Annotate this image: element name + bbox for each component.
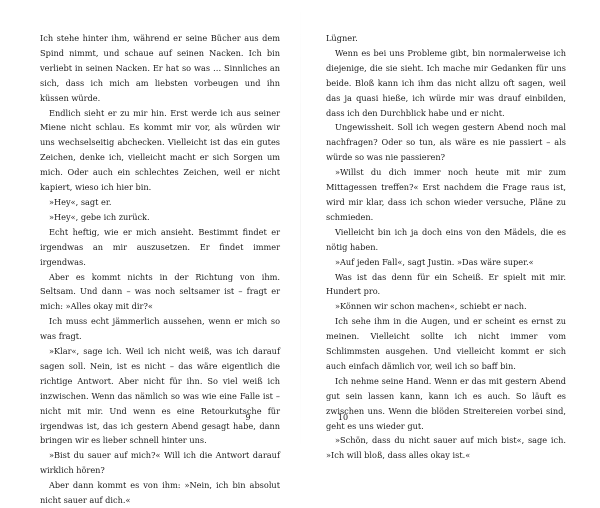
paragraph: »Hey«, gebe ich zurück. [49, 211, 150, 222]
paragraph: Wenn es bei uns Probleme gibt, bin normalerweise ich diejenige, die sie sieht. Ich mache mir Gedanken für uns beide. Bloß kann ich ihm das nicht allzu oft sagen, weil das ja quasi hieße, ich würde mir was drauf einbilden, dass ich den Durchblick habe und er nicht. [326, 47, 566, 118]
page-number-left: 9 [245, 413, 251, 422]
paragraph: »Bist du sauer auf mich?« Will ich die Antwort darauf wirklich hören? [40, 450, 280, 476]
paragraph: »Hey«, sagt er. [49, 196, 112, 207]
right-page-text [326, 31, 566, 463]
page-number-right: 10 [337, 413, 349, 422]
paragraph: »Willst du dich immer noch heute mit mir zum Mittagessen treffen?« Erst nachdem die Frage raus ist, wird mir klar, dass ich schon wieder versuche, Pläne zu schmieden. [326, 167, 566, 222]
paragraph: »Schön, dass du nicht sauer auf mich bist«, sage ich. »Ich will bloß, dass alles okay ist.« [326, 435, 566, 461]
paragraph: Ich nehme seine Hand. Wenn er das mit gestern Abend gut sein lassen kann, kann ich es auch. So läuft es zwischen uns. Wenn die blöden Streitereien vorbei sind, geht es uns wieder gut. [326, 375, 566, 431]
paragraph: »Klar«, sage ich. Weil ich nicht weiß, was ich darauf sagen soll. Nein, ist es nicht – das wäre eigentlich die richtige Antwort. Aber nicht für ihn. So viel weiß ich inzwischen. Wenn das nämlich so was wie eine Falle ist – nicht mit mir. Und wenn es eine Retourkutsche für irgendwas ist, das ich gestern Abend gesagt habe, dann bringen wir es lieber schnell hinter uns. [40, 346, 280, 446]
paragraph: Ich stehe hinter ihm, während er seine Bücher aus dem Spind nimmt, und schaue auf seinen Nacken. Ich bin verliebt in seinen Nacken. Er hat so was … Sinnliches an sich, dass ich mich am liebsten vorbeugen und ihn küssen würde. [40, 33, 280, 103]
paragraph: Vielleicht bin ich ja doch eins von den Mädels, die es nötig haben. [326, 226, 566, 252]
paragraph: Was ist das denn für ein Scheiß. Er spielt mit mir. Hundert pro. [326, 271, 566, 297]
paragraph: »Auf jeden Fall«, sagt Justin. »Das wäre super.« [335, 256, 534, 267]
paragraph: Echt heftig, wie er mich ansieht. Bestimmt findet er irgendwas an mir auszusetzen. Er findet immer irgendwas. [40, 226, 280, 267]
paragraph: Lügner. [326, 33, 358, 43]
left-page-text [40, 31, 280, 508]
paragraph: Ungewissheit. Soll ich wegen gestern Abend noch mal nachfragen? Oder so tun, als wäre es nie passiert – als würde so was nie passieren? [326, 122, 566, 163]
paragraph: »Können wir schon machen«, schiebt er nach. [335, 301, 527, 312]
paragraph: Ich sehe ihm in die Augen, und er scheint es ernst zu meinen. Vielleicht sollte ich nicht immer vom Schlimmsten ausgehen. Und vielleicht kommt er sich auch einfach dämlich vor, weil ich so baff bin. [326, 316, 566, 371]
paragraph: Aber es kommt nichts in der Richtung von ihm. Seltsam. Und dann – was noch seltsamer ist – fragt er mich: »Alles okay mit dir?« [40, 271, 280, 312]
paragraph: Aber dann kommt es von ihm: »Nein, ich bin absolut nicht sauer auf dich.« [40, 480, 280, 506]
book-gutter [300, 0, 301, 456]
paragraph: Ich muss echt jämmerlich aussehen, wenn er mich so was fragt. [40, 316, 280, 342]
paragraph: Endlich sieht er zu mir hin. Erst werde ich aus seiner Miene nicht schlau. Es kommt mir vor, als würden wir uns wechselseitig abchecken. Vielleicht ist das ein gutes Zeichen, denke ich, vielleicht macht er sich Sorgen um mich. Oder auch ein schlechtes Zeichen, weil er nicht kapiert, wieso ich hier bin. [40, 107, 280, 193]
